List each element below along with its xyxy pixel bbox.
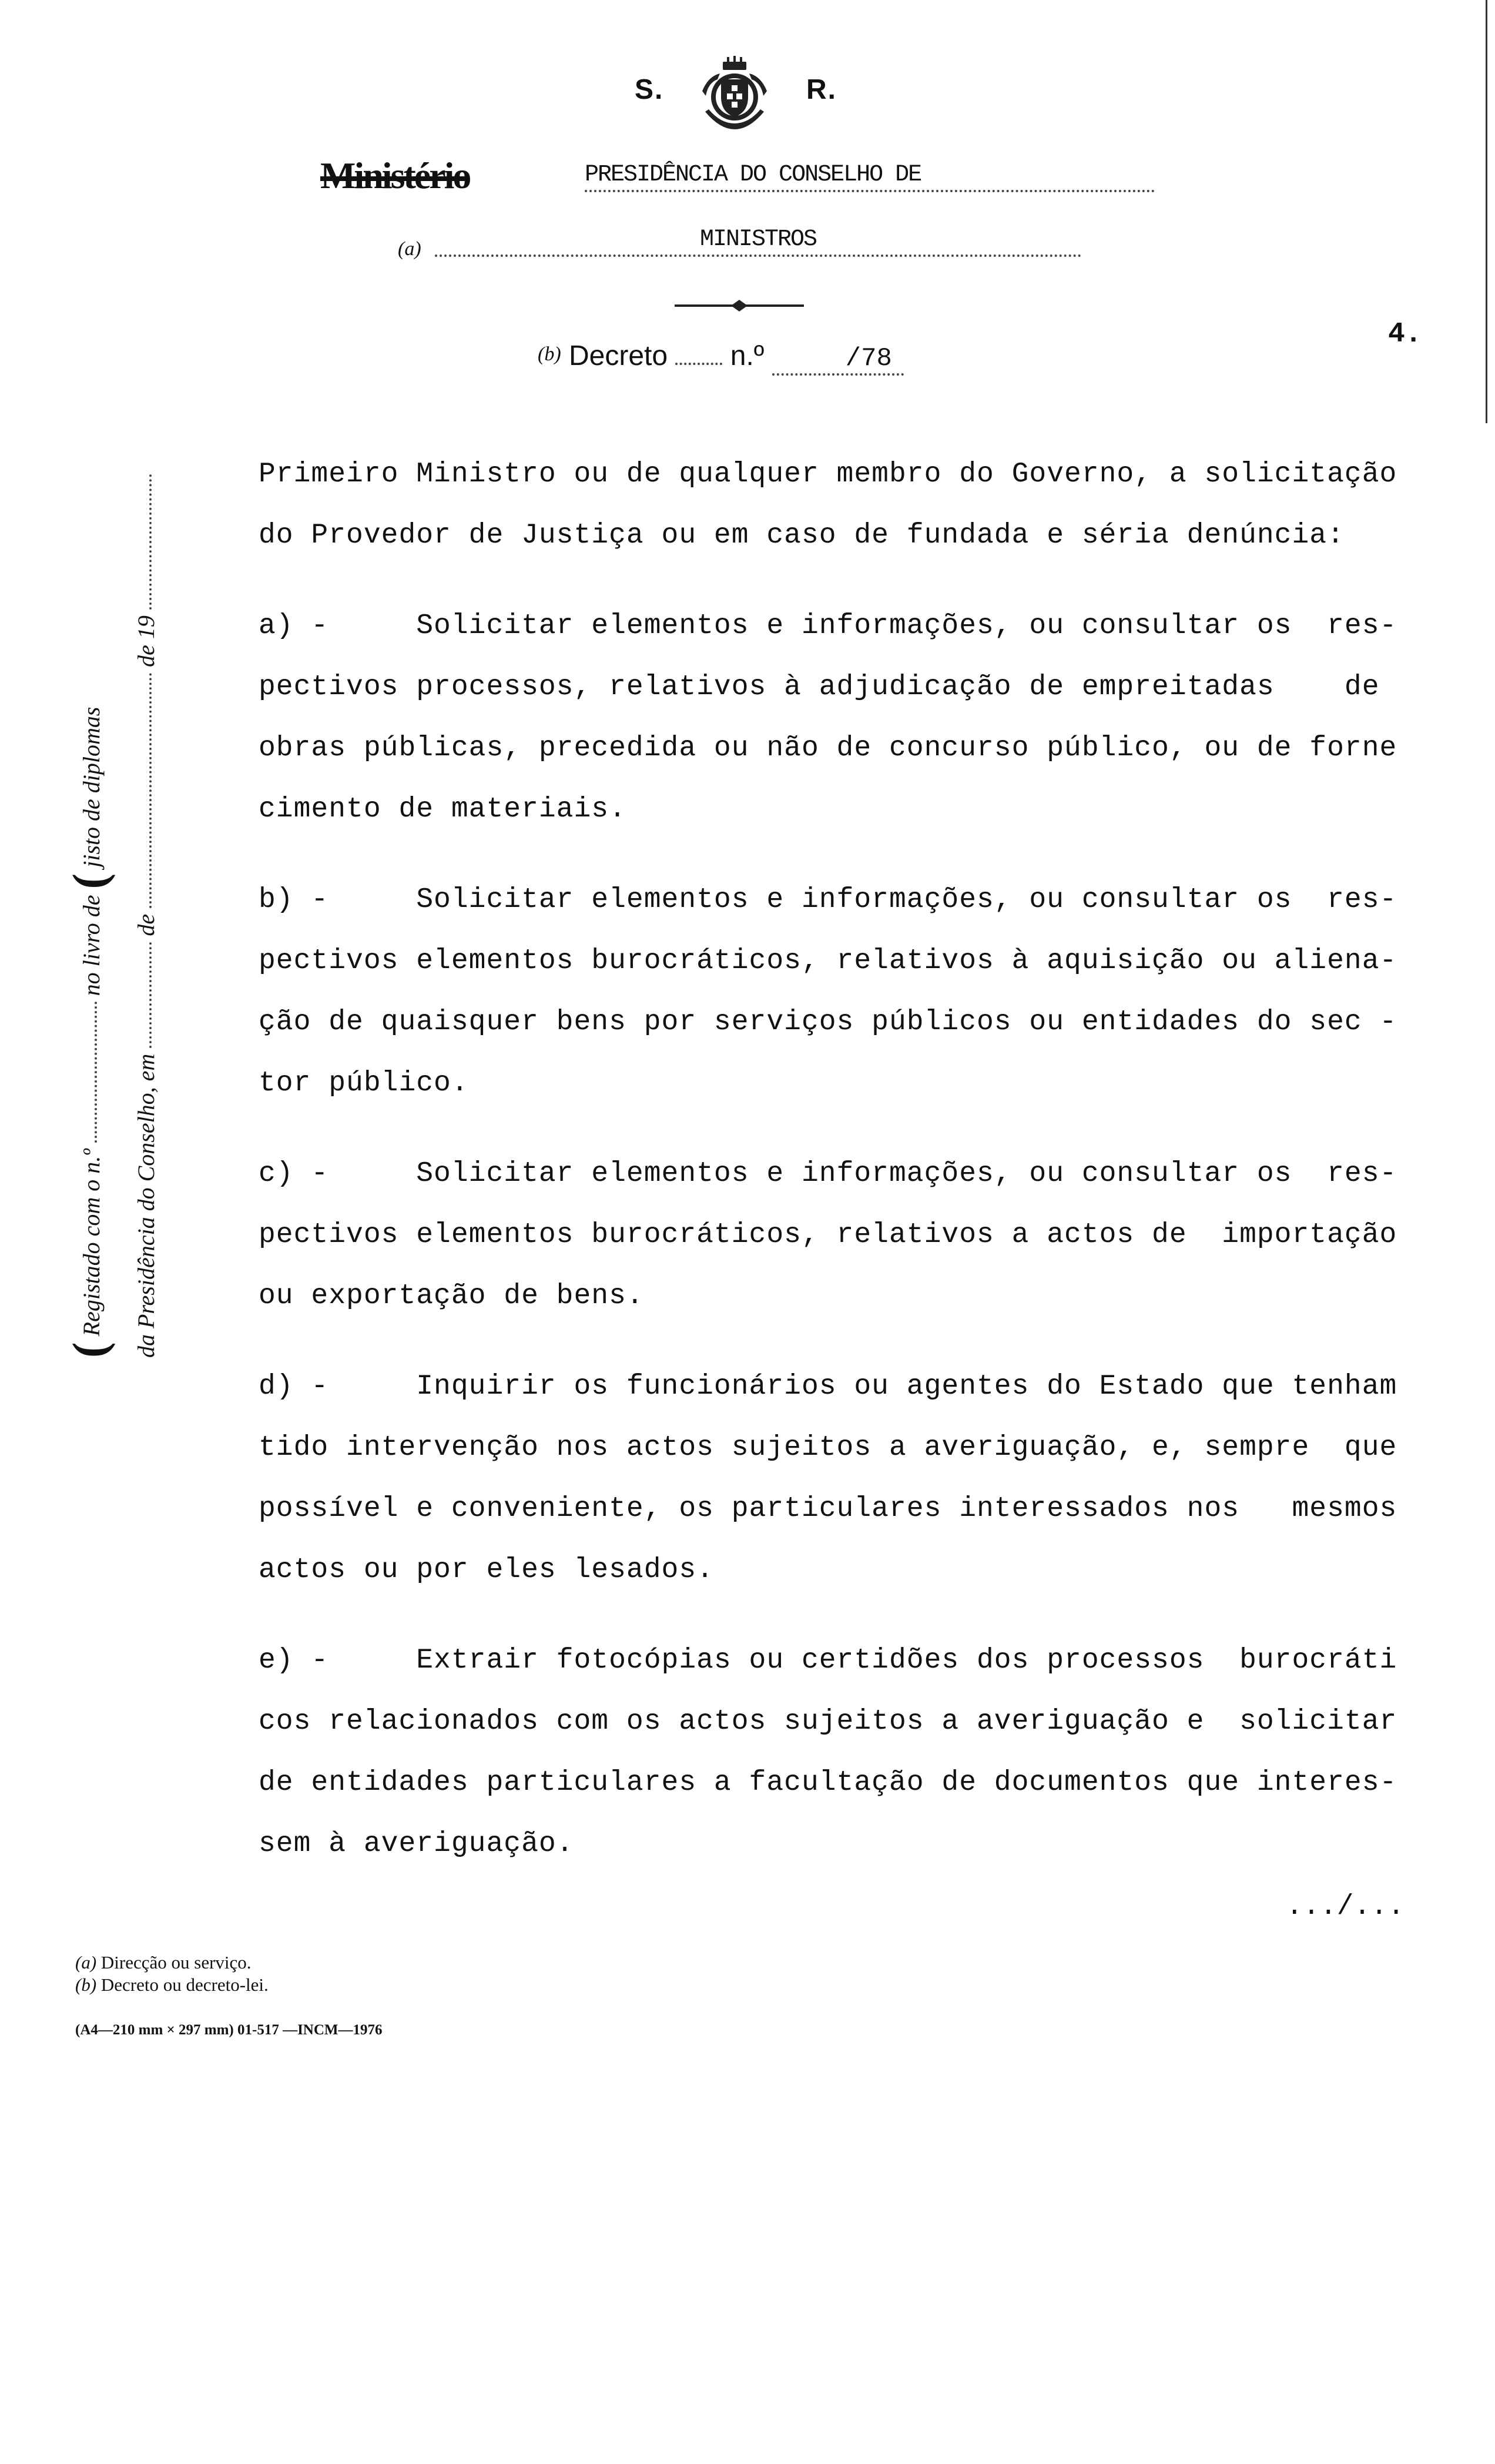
bracket-mark: ( (64, 1342, 116, 1358)
registration-side-line-2: da Presidência do Conselho, em de de 19 (132, 474, 160, 1358)
ministry-name-part-2: MINISTROS (699, 226, 817, 253)
registration-side-line-1: ( Registado com o n.º no livro de ( jisto de diplomas (64, 707, 116, 1358)
text-line: cimento de materiais. (259, 794, 626, 825)
text-line: d) - Inquirir os funcionários ou agentes do Estado que tenham (259, 1371, 1397, 1402)
paragraph-c (259, 1143, 1428, 1327)
intro-line: Primeiro Ministro ou de qualquer membro do Governo, a solicitação (259, 458, 1397, 490)
numero-label: n.º (730, 340, 765, 371)
intro-line: do Provedor de Justiça ou em caso de fundada e séria denúncia: (259, 520, 1345, 551)
text-line: de entidades particulares a facultação de documentos que interes- (259, 1767, 1397, 1799)
text-line: a) - Solicitar elementos e informações, ou consultar os res- (259, 610, 1397, 642)
decreto-word: Decreto (569, 340, 668, 371)
text-line: ou exportação de bens. (259, 1280, 644, 1312)
coat-of-arms-icon (690, 56, 779, 132)
form-code: (A4—210 mm × 297 mm) 01-517 —INCM—1976 (75, 2022, 383, 2038)
paragraph-d (259, 1356, 1428, 1601)
text-line: pectivos elementos burocráticos, relativos à aquisição ou aliena- (259, 945, 1397, 977)
page-number: 4. (1388, 319, 1422, 350)
text-line: obras públicas, precedida ou não de concurso público, ou de forne (259, 732, 1397, 764)
text-line: pectivos elementos burocráticos, relativos a actos de importação (259, 1219, 1397, 1251)
footnote-marker-a: (a) (398, 238, 421, 260)
struck-ministerio-label: Ministério (320, 155, 470, 196)
text-line: tido intervenção nos actos sujeitos a averiguação, e, sempre que (259, 1432, 1397, 1464)
footnote-a: (a) Direcção ou serviço. (75, 1952, 252, 1973)
r-letter: R. (806, 74, 837, 105)
footnote-b: (b) Decreto ou decreto-lei. (75, 1974, 269, 1995)
ministry-name-part-1: PRESIDÊNCIA DO CONSELHO DE (585, 162, 921, 188)
text-line: actos ou por eles lesados. (259, 1554, 714, 1586)
text-line: ção de quaisquer bens por serviços públicos ou entidades do sec - (259, 1006, 1397, 1038)
text-line: pectivos processos, relativos à adjudicação de empreitadas de (259, 671, 1380, 703)
decreto-type-dots (675, 357, 722, 365)
paragraph-b (259, 869, 1428, 1114)
text-line: possível e conveniente, os particulares interessados nos mesmos (259, 1493, 1397, 1525)
bracket-mark: ( (64, 873, 116, 889)
ministry-field-line-1 (585, 162, 1155, 192)
footnotes (75, 1951, 269, 1996)
s-letter: S. (635, 74, 664, 105)
text-line: sem à averiguação. (259, 1828, 574, 1860)
ministry-field-line-2 (435, 226, 1081, 257)
paragraph-e (259, 1630, 1428, 1874)
text-line: c) - Solicitar elementos e informações, ou consultar os res- (259, 1158, 1397, 1190)
decreto-number: /78 (772, 344, 904, 376)
page-edge-line (1486, 0, 1487, 423)
text-line: cos relacionados com os actos sujeitos a averiguação e solicitar (259, 1706, 1397, 1737)
text-line: b) - Solicitar elementos e informações, ou consultar os res- (259, 884, 1397, 916)
paragraph-a (259, 595, 1428, 840)
decree-body (259, 444, 1428, 1939)
divider-ornament-icon (675, 300, 804, 312)
text-line: e) - Extrair fotocópias ou certidões dos processos burocráti (259, 1645, 1397, 1676)
text-line: tor público. (259, 1067, 469, 1099)
decreto-line (538, 340, 904, 373)
footnote-marker-b: (b) (538, 343, 561, 365)
continuation-mark: .../... (1286, 1891, 1405, 1923)
